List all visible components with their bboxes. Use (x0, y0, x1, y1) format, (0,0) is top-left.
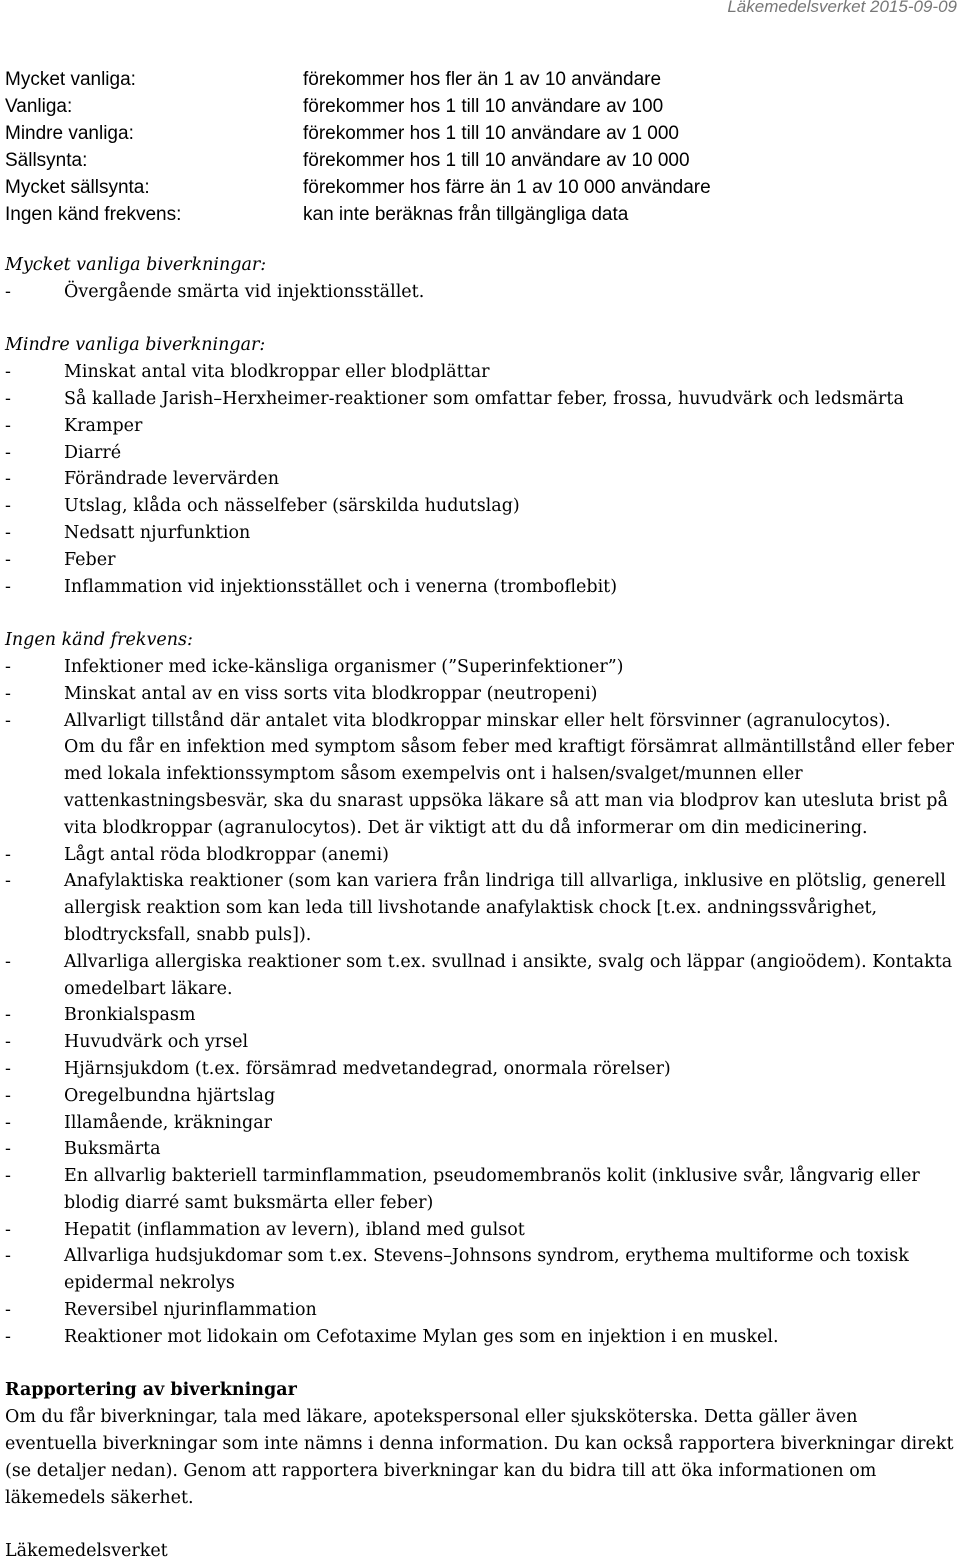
frequency-row (5, 120, 711, 147)
unknown-frequency-list-b (5, 842, 955, 1351)
list-item-text: Buksmärta (64, 1139, 161, 1160)
frequency-row (5, 201, 711, 228)
list-item-text: Reaktioner mot lidokain om Cefotaxime Mylan ges som en injektion i en muskel. (64, 1326, 779, 1347)
document-body (5, 252, 955, 1565)
bullet-dash: - (5, 710, 11, 731)
uncommon-heading: Mindre vanliga biverkningar: (5, 335, 266, 356)
frequency-row (5, 174, 711, 201)
list-item (5, 279, 955, 306)
bullet-dash: - (5, 656, 11, 677)
list-item-text: Lågt antal röda blodkroppar (anemi) (64, 844, 389, 865)
list-item (5, 949, 955, 1003)
bullet-dash: - (5, 1326, 11, 1347)
frequency-row (5, 147, 711, 174)
list-item (5, 1110, 955, 1137)
list-item (5, 1217, 955, 1244)
agranulocytosis-note: Om du får en infektion med symptom såsom feber med kraftigt försämrat allmäntillstånd eller feber med lokala infektionssymptom såsom exempelvis ont i halsen/svalget/munnen eller vattenkastningsbesvär, ska du snarast uppsöka läkare så att man via blodprov kan utesluta brist på vita blodkroppar (agranulocytos). Det är viktigt att du då informerar om din medicinering. (64, 737, 955, 838)
frequency-description: förekommer hos färre än 1 av 10 000 användare (303, 177, 711, 198)
bullet-dash: - (5, 549, 11, 570)
very-common-heading: Mycket vanliga biverkningar: (5, 255, 267, 275)
list-item-text: Nedsatt njurfunktion (64, 522, 251, 543)
unknown-frequency-heading: Ingen känd frekvens: (5, 630, 193, 651)
reporting-title: Rapportering av biverkningar (5, 1380, 297, 1401)
list-item-text: Förändrade levervärden (64, 469, 279, 490)
list-item (5, 1243, 955, 1297)
bullet-dash: - (5, 1166, 11, 1187)
frequency-description: förekommer hos 1 till 10 användare av 10 000 (303, 150, 690, 171)
list-item-text: Anafylaktiska reaktioner (som kan variera från lindriga till allvarliga, inklusive en plötslig, generell allergisk reaktion som kan leda till livshotande anafylaktisk chock [t.ex. andningssvårighet, blodtrycksfall, snabb puls]). (64, 871, 946, 945)
list-item (5, 574, 955, 601)
list-item (5, 842, 955, 869)
frequency-description: förekommer hos 1 till 10 användare av 100 (303, 96, 664, 117)
list-item (5, 520, 955, 547)
frequency-row (5, 66, 711, 93)
frequency-label: Sällsynta: (5, 150, 88, 171)
list-item (5, 654, 955, 681)
list-item (5, 466, 955, 493)
reporting-body: Om du får biverkningar, tala med läkare, apotekspersonal eller sjuksköterska. Detta gäller även eventuella biverkningar som inte nämns i denna information. Du kan också rapportera biverkningar direkt (se detaljer nedan). Genom att rapportera biverkningar kan du bidra till att öka informationen om läkemedels säkerhet. (5, 1407, 954, 1508)
bullet-dash: - (5, 683, 11, 704)
list-item (5, 493, 955, 520)
frequency-label: Mindre vanliga: (5, 123, 134, 144)
bullet-dash: - (5, 1139, 11, 1160)
frequency-label: Mycket sällsynta: (5, 177, 150, 198)
bullet-dash: - (5, 1005, 11, 1026)
very-common-section (5, 252, 955, 306)
list-item-text: Så kallade Jarish–Herxheimer-reaktioner som omfattar feber, frossa, huvudvärk och ledsmärta (64, 388, 904, 409)
list-item (5, 413, 955, 440)
list-item (5, 1297, 955, 1324)
frequency-description: förekommer hos fler än 1 av 10 användare (303, 69, 662, 90)
list-item (5, 1136, 955, 1163)
unknown-frequency-section (5, 627, 955, 1351)
list-item (5, 1083, 955, 1110)
list-item-text: Oregelbundna hjärtslag (64, 1085, 276, 1106)
list-item-text: Diarré (64, 442, 122, 463)
list-item-text: Hepatit (inflammation av levern), ibland med gulsot (64, 1219, 525, 1240)
uncommon-list (5, 359, 955, 600)
bullet-dash: - (5, 281, 11, 302)
bullet-dash: - (5, 469, 11, 490)
list-item-text: En allvarlig bakteriell tarminflammation, pseudomembranös kolit (inklusive svår, långvarig eller blodig diarré samt buksmärta eller feber) (64, 1166, 920, 1213)
list-item (5, 868, 955, 948)
bullet-dash: - (5, 951, 11, 972)
bullet-dash: - (5, 871, 11, 892)
list-item-text: Bronkialspasm (64, 1005, 196, 1026)
frequency-description: kan inte beräknas från tillgängliga data (303, 204, 629, 225)
list-item-text: Allvarligt tillstånd där antalet vita blodkroppar minskar eller helt försvinner (agranulocytos). (64, 710, 891, 731)
list-item-text: Allvarliga hudsjukdomar som t.ex. Stevens–Johnsons syndrom, erythema multiforme och toxisk epidermal nekrolys (64, 1246, 909, 1294)
list-item-text: Utslag, klåda och nässelfeber (särskilda hudutslag) (64, 496, 520, 517)
list-item-text: Inflammation vid injektionsstället och i venerna (tromboflebit) (64, 576, 618, 597)
frequency-description: förekommer hos 1 till 10 användare av 1 000 (303, 123, 679, 144)
list-item-text: Reversibel njurinflammation (64, 1300, 317, 1321)
list-item-text: Feber (64, 549, 116, 570)
reporting-section (5, 1377, 955, 1511)
unknown-frequency-list-a (5, 654, 955, 734)
bullet-dash: - (5, 844, 11, 865)
frequency-row (5, 93, 711, 120)
list-item (5, 440, 955, 467)
footer-label: Läkemedelsverket (5, 1541, 168, 1562)
list-item-text: Minskat antal av en viss sorts vita blodkroppar (neutropeni) (64, 683, 598, 704)
list-item (5, 708, 955, 735)
list-item (5, 1324, 955, 1351)
bullet-dash: - (5, 1300, 11, 1321)
list-item (5, 1163, 955, 1217)
list-item (5, 1002, 955, 1029)
bullet-dash: - (5, 388, 11, 409)
list-item-text: Huvudvärk och yrsel (64, 1032, 249, 1053)
bullet-dash: - (5, 442, 11, 463)
bullet-dash: - (5, 1219, 11, 1240)
bullet-dash: - (5, 576, 11, 597)
bullet-dash: - (5, 1246, 11, 1267)
document-header-date: Läkemedelsverket 2015-09-09 (727, 0, 957, 16)
list-item (5, 1056, 955, 1083)
bullet-dash: - (5, 362, 11, 383)
bullet-dash: - (5, 522, 11, 543)
list-item-text: Infektioner med icke-känsliga organismer (”Superinfektioner”) (64, 656, 624, 677)
bullet-dash: - (5, 496, 11, 517)
bullet-dash: - (5, 1058, 11, 1079)
frequency-label: Vanliga: (5, 96, 73, 117)
list-item-text: Kramper (64, 415, 143, 436)
list-item (5, 359, 955, 386)
list-item (5, 1029, 955, 1056)
very-common-list (5, 279, 955, 306)
list-item-text: Minskat antal vita blodkroppar eller blodplättar (64, 362, 490, 383)
uncommon-section (5, 332, 955, 600)
list-item (5, 547, 955, 574)
frequency-table (5, 66, 711, 228)
list-item-text: Illamående, kräkningar (64, 1112, 273, 1133)
list-item (5, 681, 955, 708)
list-item-text: Hjärnsjukdom (t.ex. försämrad medvetandegrad, onormala rörelser) (64, 1058, 671, 1079)
list-item (5, 386, 955, 413)
frequency-label: Ingen känd frekvens: (5, 204, 182, 225)
frequency-label: Mycket vanliga: (5, 69, 136, 90)
list-item-text: Allvarliga allergiska reaktioner som t.ex. svullnad i ansikte, svalg och läppar (angioödem). Kontakta omedelbart läkare. (64, 951, 953, 999)
bullet-dash: - (5, 1112, 11, 1133)
bullet-dash: - (5, 1085, 11, 1106)
bullet-dash: - (5, 1032, 11, 1053)
bullet-dash: - (5, 415, 11, 436)
list-item-text: Övergående smärta vid injektionsstället. (64, 281, 425, 302)
